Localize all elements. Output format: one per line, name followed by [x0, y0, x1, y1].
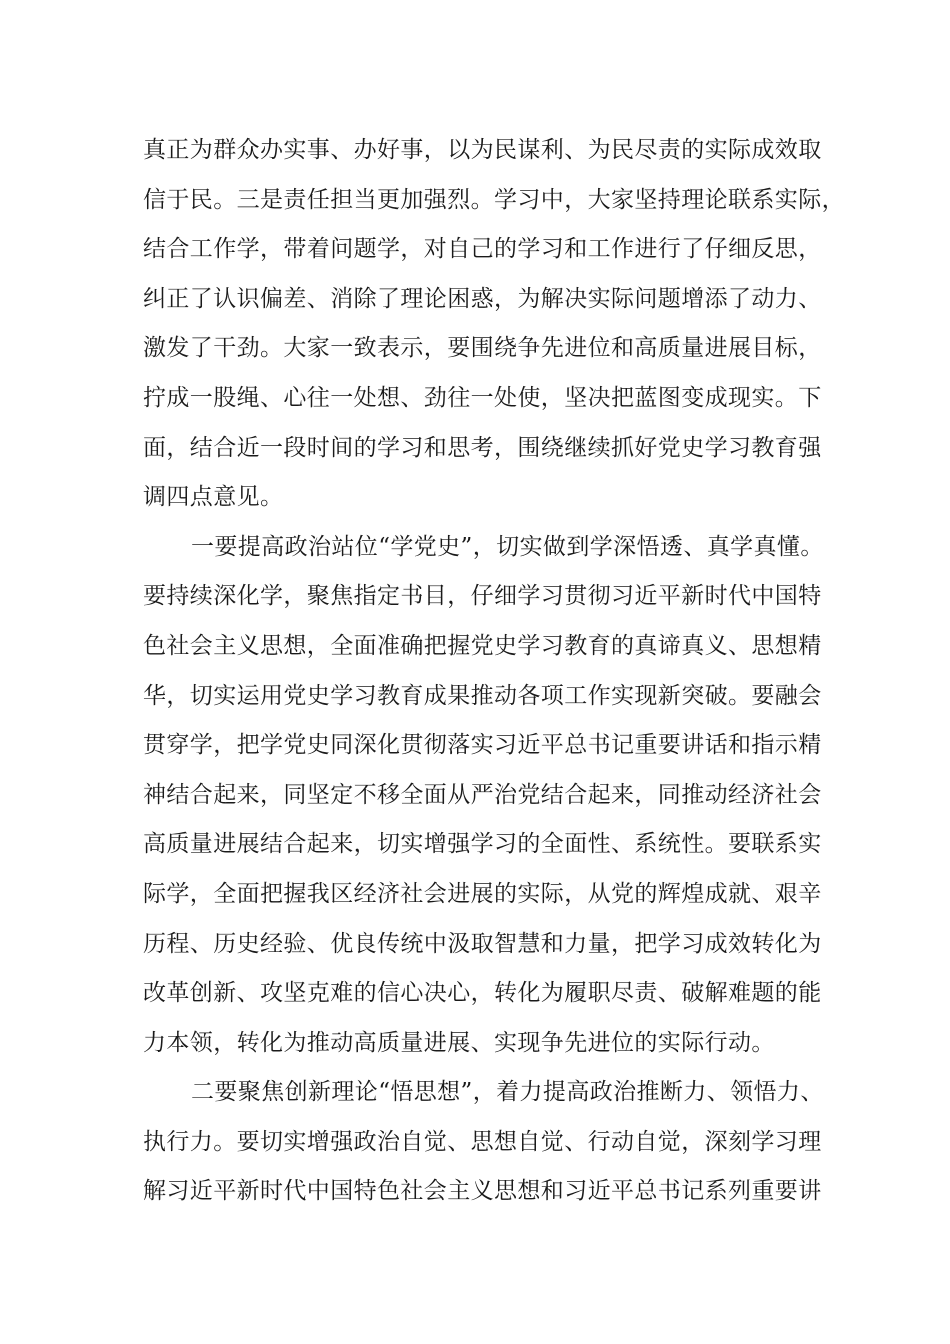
- text-line-17: 历程、历史经验、优良传统中汲取智慧和力量，把学习成效转化为: [143, 930, 822, 957]
- text-line-1: 真正为群众办实事、办好事，以为民谋利、为民尽责的实际成效取: [143, 137, 822, 163]
- text-line-7: 面，结合近一段时间的学习和思考，围绕继续抓好党史学习教育强: [143, 434, 822, 461]
- body-text: [143, 126, 843, 1217]
- text-line-3: 结合工作学，带着问题学，对自己的学习和工作进行了仔细反思，: [143, 236, 822, 263]
- text-line-8: 调四点意见。: [143, 484, 284, 511]
- text-line-2: 信于民。三是责任担当更加强烈。学习中，大家坚持理论联系实际，: [143, 186, 845, 213]
- text-line-5: 激发了干劲。大家一致表示，要围绕争先进位和高质量进展目标，: [143, 335, 822, 362]
- text-line-10: 要持续深化学，聚焦指定书目，仔细学习贯彻习近平新时代中国特: [143, 583, 822, 610]
- text-line-22: 解习近平新时代中国特色社会主义思想和习近平总书记系列重要讲: [143, 1178, 822, 1205]
- paragraph-two-start: 二要聚焦创新理论“悟思想”，着力提高政治推断力、领悟力、: [191, 1079, 824, 1106]
- text-line-12: 华，切实运用党史学习教育成果推动各项工作实现新突破。要融会: [143, 682, 822, 709]
- paragraph-one-start: 一要提高政治站位“学党史”，切实做到学深悟透、真学真懂。: [191, 533, 824, 560]
- text-line-11: 色社会主义思想，全面准确把握党史学习教育的真谛真义、思想精: [143, 632, 822, 659]
- text-line-18: 改革创新、攻坚克难的信心决心，转化为履职尽责、破解难题的能: [143, 980, 822, 1007]
- text-line-16: 际学，全面把握我区经济社会进展的实际，从党的辉煌成就、艰辛: [143, 880, 822, 907]
- text-line-14: 神结合起来，同坚定不移全面从严治党结合起来，同推动经济社会: [143, 781, 822, 808]
- text-line-6: 拧成一股绳、心往一处想、劲往一处使，坚决把蓝图变成现实。下: [143, 384, 822, 411]
- text-line-15: 高质量进展结合起来，切实增强学习的全面性、系统性。要联系实: [143, 831, 822, 858]
- text-line-21: 执行力。要切实增强政治自觉、思想自觉、行动自觉，深刻学习理: [143, 1128, 822, 1155]
- text-line-13: 贯穿学，把学党史同深化贯彻落实习近平总书记重要讲话和指示精: [143, 732, 822, 759]
- text-line-4: 纠正了认识偏差、消除了理论困惑，为解决实际问题增添了动力、: [143, 285, 822, 312]
- text-line-19: 力本领，转化为推动高质量进展、实现争先进位的实际行动。: [143, 1029, 775, 1056]
